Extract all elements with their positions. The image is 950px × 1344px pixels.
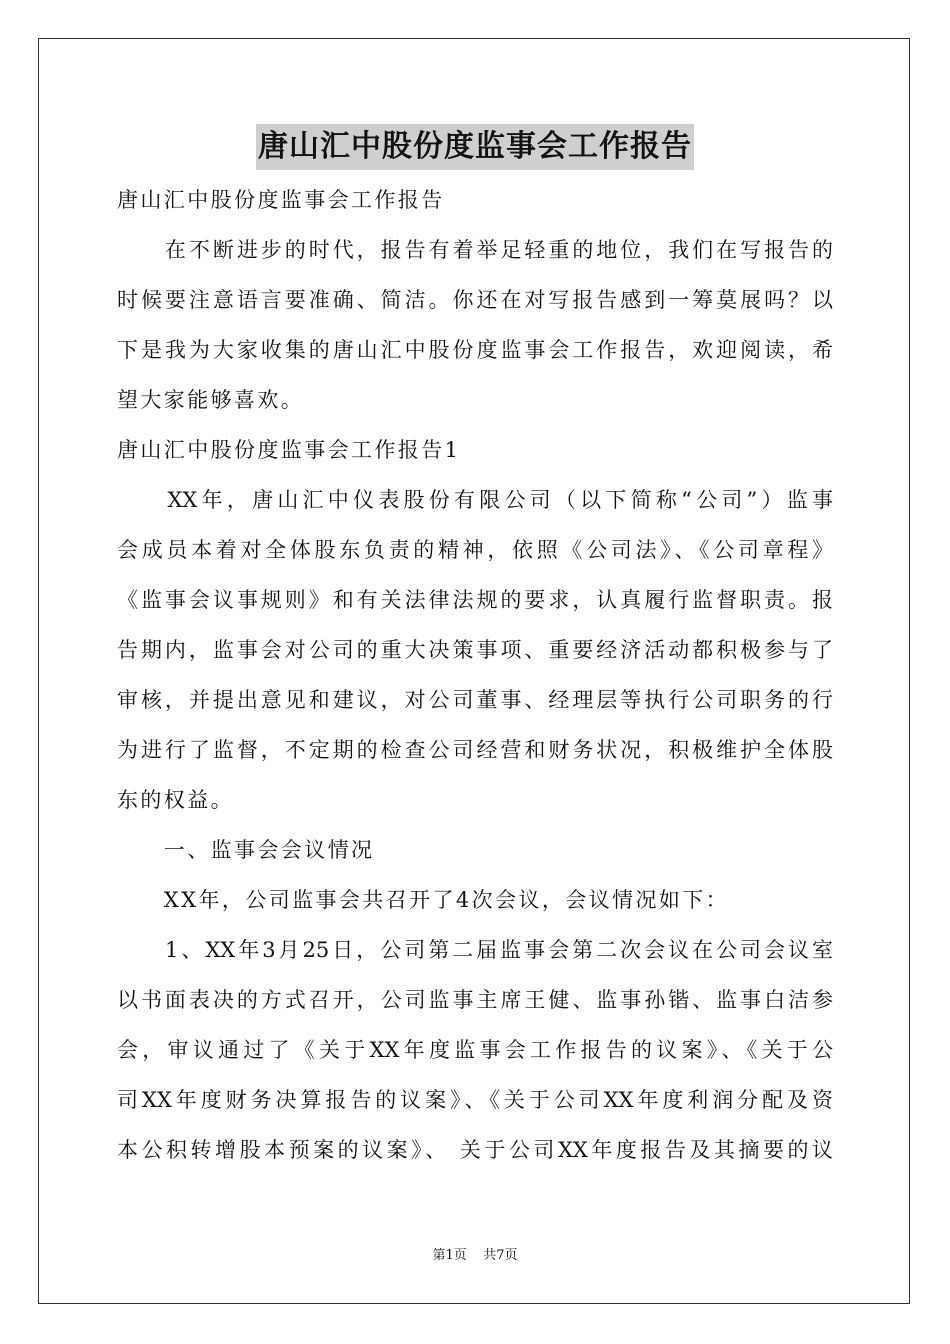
page-total: 共7页 <box>483 1248 518 1263</box>
intro-line: 下是我为大家收集的唐山汇中股份度监事会工作报告，欢迎阅读，希 <box>117 338 833 362</box>
intro-line: 时候要注意语言要准确、简洁。你还在对写报告感到一筹莫展吗？以 <box>117 288 833 312</box>
title-container <box>0 124 950 170</box>
page-number: 第1页 <box>432 1248 467 1263</box>
intro-line: 望大家能够喜欢。 <box>117 388 305 412</box>
paragraph-line: 以书面表决的方式召开，公司监事主席王健、监事孙锴、监事白洁参 <box>117 988 833 1012</box>
paragraph-line: XX年，唐山汇中仪表股份有限公司（以下简称“公司”）监事 <box>117 488 833 512</box>
paragraph-line: 1、XX年3月25日，公司第二届监事会第二次会议在公司会议室 <box>117 938 833 962</box>
paragraph-line: 《监事会议事规则》和有关法律法规的要求，认真履行监督职责。报 <box>117 588 833 612</box>
section-heading: 唐山汇中股份度监事会工作报告1 <box>117 438 461 462</box>
paragraph-line: XX年，公司监事会共召开了4次会议，会议情况如下： <box>117 888 730 912</box>
page-footer <box>0 1246 950 1266</box>
paragraph-line: 会成员本着对全体股东负责的精神，依照《公司法》、《公司章程》 <box>117 538 833 562</box>
paragraph-line: 为进行了监督，不定期的检查公司经营和财务状况，积极维护全体股 <box>117 738 833 762</box>
paragraph-line: 会，审议通过了《关于XX年度监事会工作报告的议案》、《关于公 <box>117 1038 833 1062</box>
document-title: 唐山汇中股份度监事会工作报告 <box>256 124 694 170</box>
sub-heading: 一、监事会会议情况 <box>117 838 375 862</box>
paragraph-line: 告期内，监事会对公司的重大决策事项、重要经济活动都积极参与了 <box>117 638 833 662</box>
intro-line: 在不断进步的时代，报告有着举足轻重的地位，我们在写报告的 <box>117 238 833 262</box>
paragraph-line: 司XX年度财务决算报告的议案》、《关于公司XX年度利润分配及资 <box>117 1088 833 1112</box>
paragraph-line: 东的权益。 <box>117 788 234 812</box>
paragraph-line: 本公积转增股本预案的议案》、 关于公司XX年度报告及其摘要的议 <box>117 1138 833 1162</box>
document-subtitle: 唐山汇中股份度监事会工作报告 <box>117 188 445 212</box>
paragraph-line: 审核，并提出意见和建议，对公司董事、经理层等执行公司职务的行 <box>117 688 833 712</box>
